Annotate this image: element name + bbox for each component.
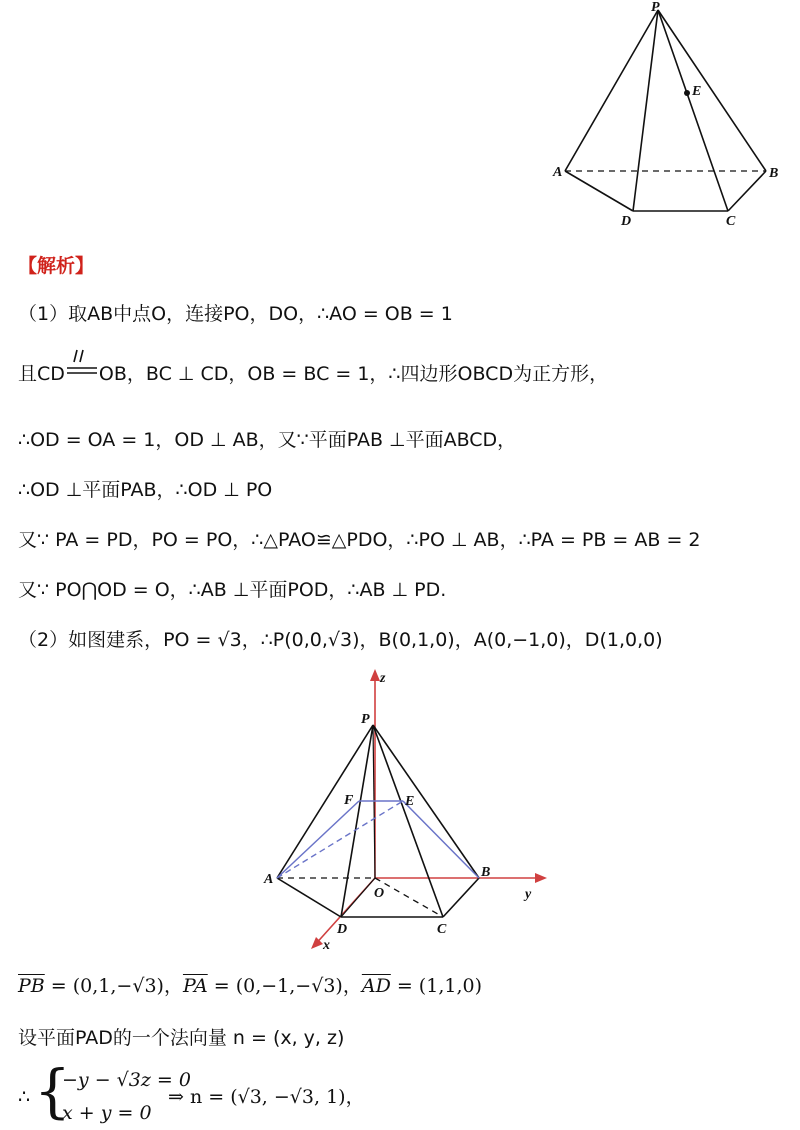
vector-pa-value: = (0,−1,−√3)， xyxy=(207,975,362,997)
coordinate-pyramid-figure xyxy=(255,665,555,955)
part1-line1: （1）取AB中点O，连接PO，DO，∴AO = OB = 1 xyxy=(18,303,453,325)
label-c: C xyxy=(726,214,736,229)
part2-line1: （2）如图建系，PO = √3，∴P(0,0,√3)，B(0,1,0)，A(0,−1,0)，D(1,0,0) xyxy=(18,629,663,651)
label-p: P xyxy=(651,0,660,15)
part1-line6: 又∵ PO⋂OD = O，∴AB ⊥平面POD，∴AB ⊥ PD. xyxy=(18,579,447,601)
vector-pb-name: $\overline{PB}$ xyxy=(18,975,45,997)
parallel-equal-symbol xyxy=(65,360,99,388)
edge2-oc-hidden xyxy=(375,878,443,917)
edge2-pd xyxy=(341,725,373,917)
label2-o: O xyxy=(374,886,385,901)
label2-f: F xyxy=(344,793,354,808)
vector-pa-name: $\overline{PA}$ xyxy=(182,975,208,997)
part1-line2-end: OB，BC ⊥ CD，OB = BC = 1，∴四边形OBCD为正方形， xyxy=(98,363,609,385)
label2-b: B xyxy=(481,865,491,880)
label-a: A xyxy=(553,165,563,180)
system-brace: { xyxy=(34,1057,71,1125)
vector-ad-name: $\overline{AD}$ xyxy=(361,975,391,997)
edge-pa xyxy=(565,10,658,171)
part1-line4: ∴OD ⊥平面PAB，∴OD ⊥ PO xyxy=(18,479,273,501)
edge-pb xyxy=(658,10,766,171)
label2-e: E xyxy=(405,794,415,809)
pyramid-figure xyxy=(540,0,790,235)
system-eq1: −y − √3z = 0 xyxy=(62,1069,191,1091)
segment-ae-dashed xyxy=(277,801,403,878)
label2-p: P xyxy=(361,712,370,727)
part1-line2-start: 且CD xyxy=(18,363,65,385)
part1-line5: 又∵ PA = PD，PO = PO，∴△PAO≌△PDO，∴PO ⊥ AB，∴PA = PB = AB = 2 xyxy=(18,529,701,551)
label2-x: x xyxy=(323,938,330,953)
label-e: E xyxy=(692,84,702,99)
analysis-header: 【解析】 xyxy=(18,255,95,277)
y-axis-arrow xyxy=(535,873,547,883)
label2-z: z xyxy=(380,671,386,686)
label2-a: A xyxy=(264,872,274,887)
edge2-cb xyxy=(443,878,479,917)
label2-c: C xyxy=(437,922,447,937)
label-d: D xyxy=(621,214,632,229)
vectors-line xyxy=(18,972,482,1000)
normal-vector-line: 设平面PAD的一个法向量 n = (x, y, z) xyxy=(18,1027,345,1049)
edge2-ad xyxy=(277,878,341,917)
label2-y: y xyxy=(525,887,532,902)
system-eq2: x + y = 0 xyxy=(62,1102,152,1124)
point-e xyxy=(684,90,690,96)
label2-d: D xyxy=(337,922,348,937)
edge-pd xyxy=(633,10,658,211)
edge-ad xyxy=(565,171,633,211)
label-b: B xyxy=(769,166,779,181)
edge-pc xyxy=(658,10,728,211)
part1-line3: ∴OD = OA = 1，OD ⊥ AB，又∵平面PAB ⊥平面ABCD， xyxy=(18,429,517,451)
part1-line2 xyxy=(18,360,608,388)
vector-ad-value: = (1,1,0) xyxy=(390,975,482,997)
z-axis-arrow xyxy=(370,669,380,681)
edge-cb xyxy=(728,171,766,211)
vector-pb-value: = (0,1,−√3)， xyxy=(44,975,183,997)
normal-result: ⇒ n = (√3, −√3, 1)， xyxy=(168,1086,365,1108)
therefore-symbol: ∴ xyxy=(18,1086,31,1108)
